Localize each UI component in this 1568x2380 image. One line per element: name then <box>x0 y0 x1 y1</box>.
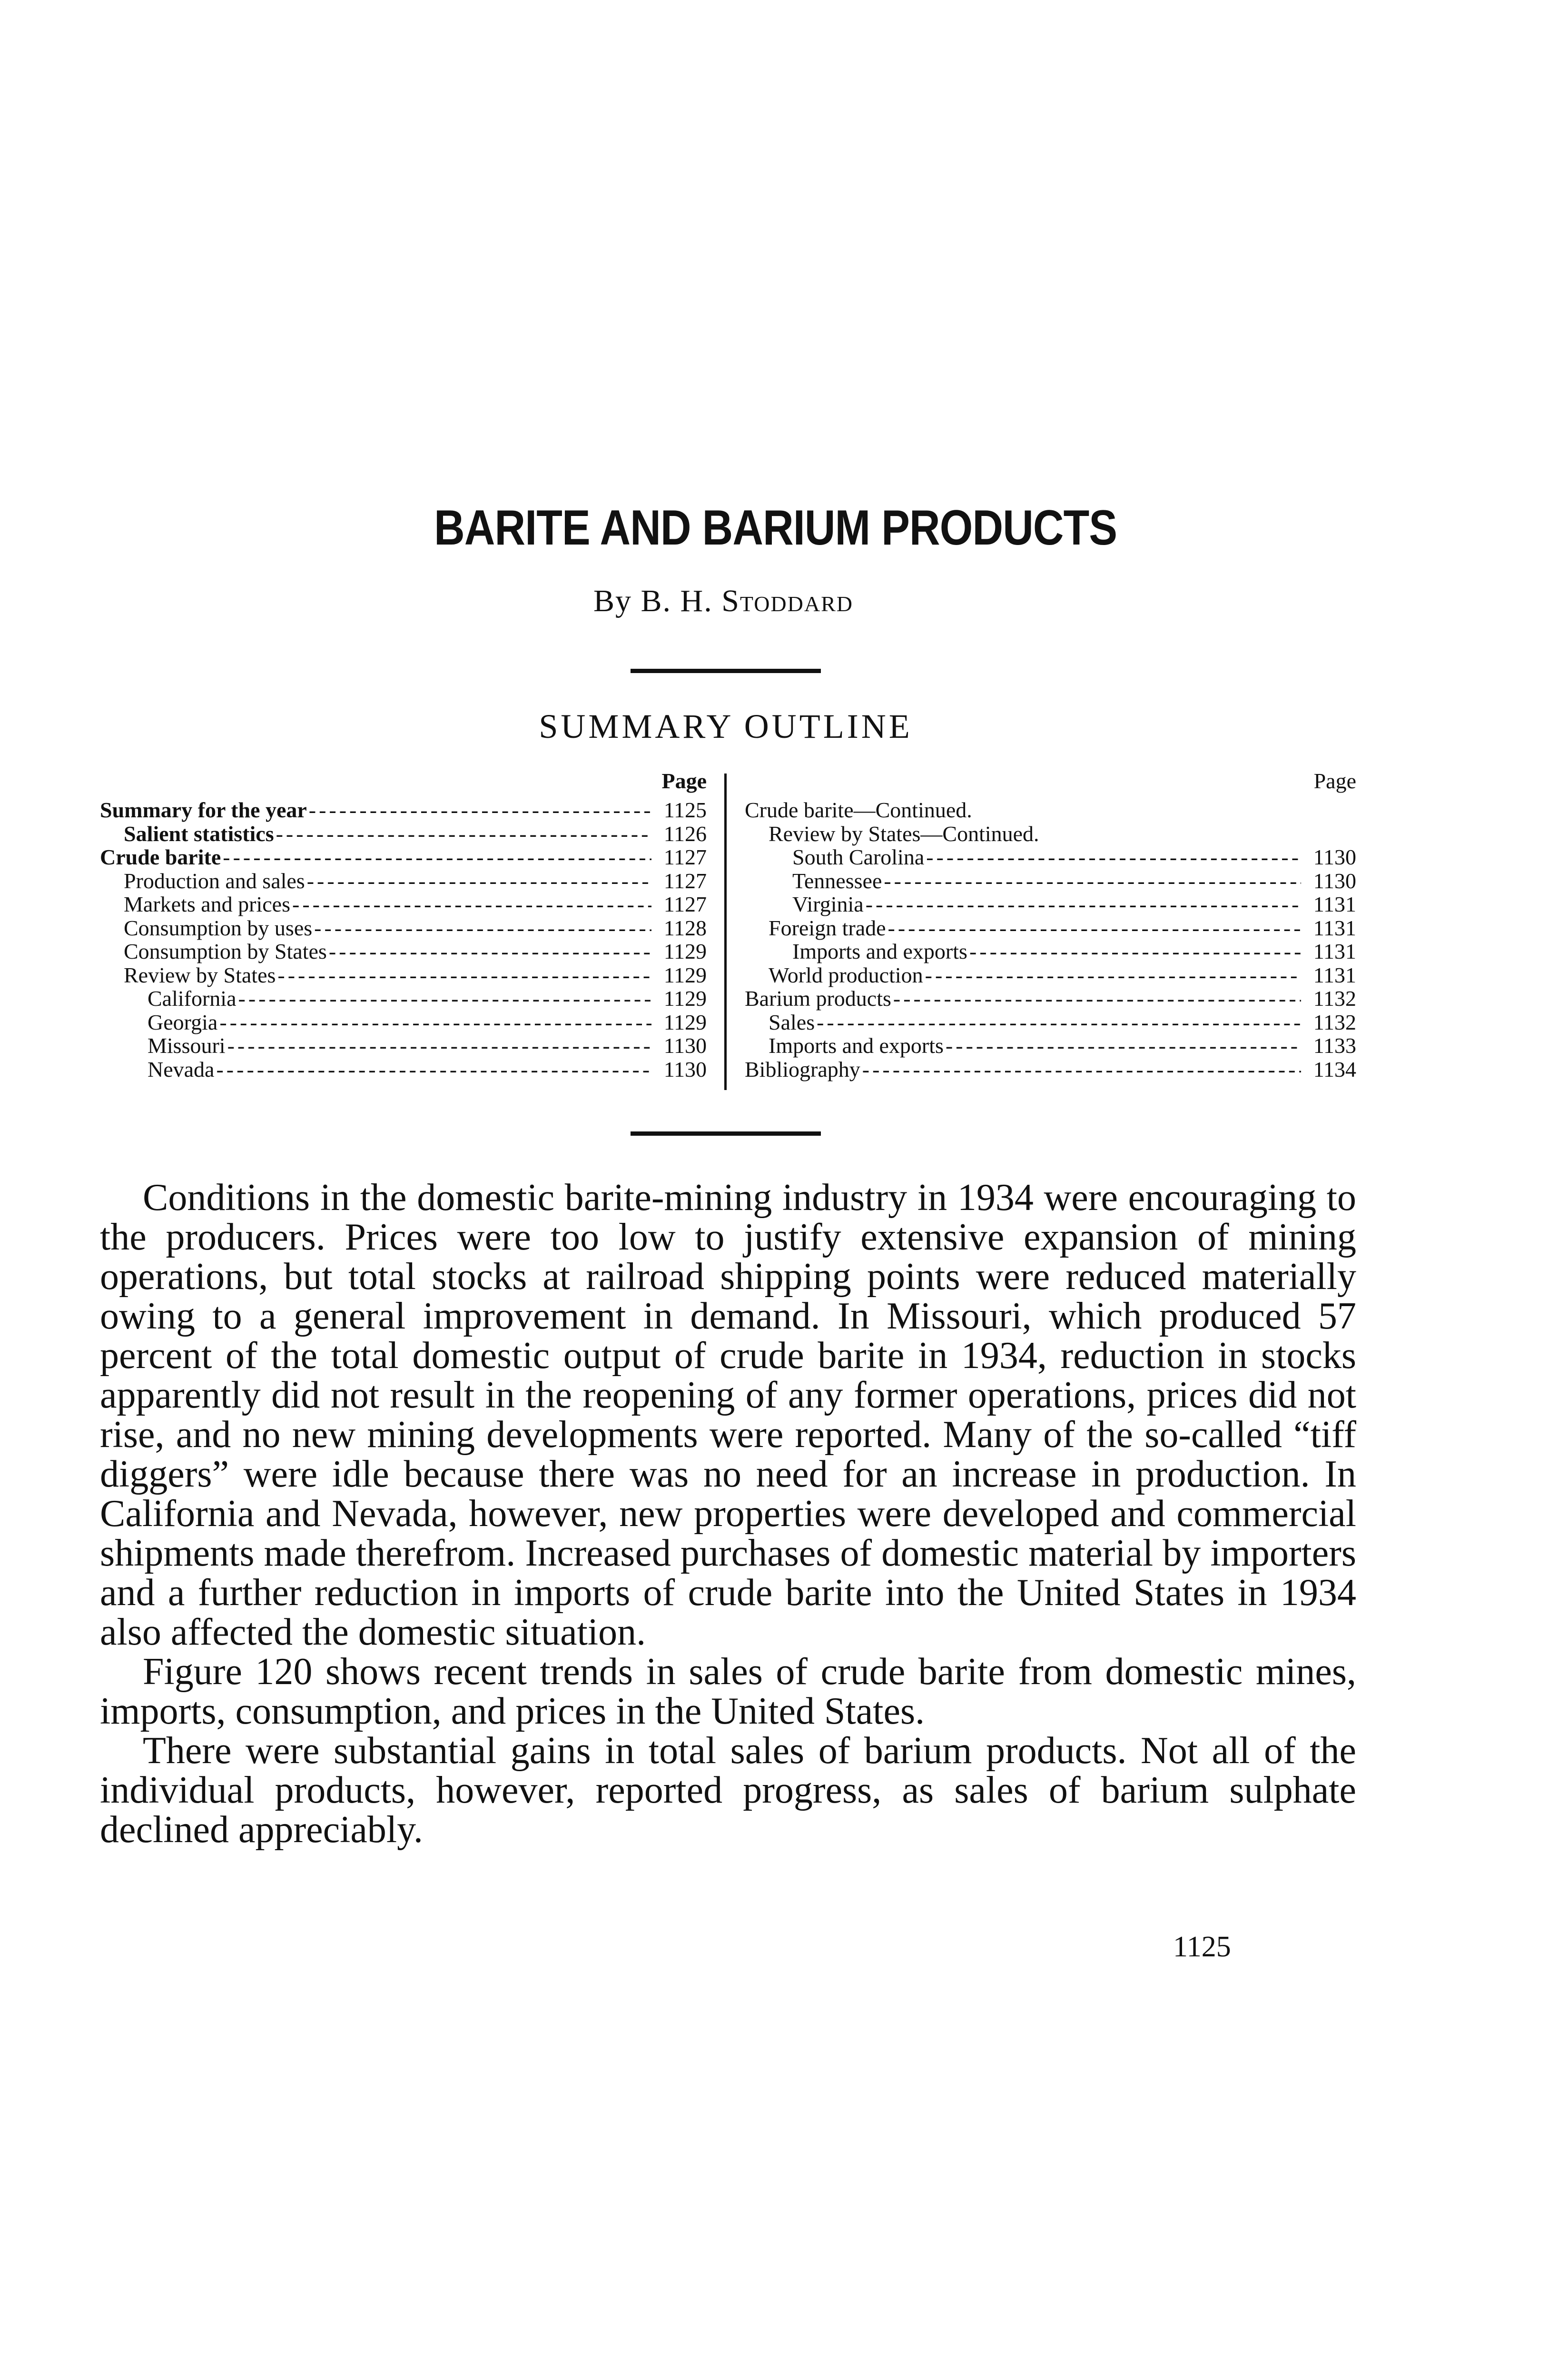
outline-entry[interactable]: Sales ----- 1132 <box>745 1011 1356 1034</box>
outline-entry[interactable]: Markets and prices ----- 1127 <box>100 892 707 916</box>
outline-entry[interactable]: Nevada ----- 1130 <box>100 1058 707 1081</box>
outline-entry[interactable]: Review by States ----- 1129 <box>100 963 707 987</box>
outline-entry[interactable]: Imports and exports ----- 1133 <box>745 1034 1356 1058</box>
outline-entry[interactable]: Bibliography ----- 1134 <box>745 1058 1356 1081</box>
outline-entry[interactable]: Georgia ----- 1129 <box>100 1011 707 1034</box>
outline-entry[interactable]: Production and sales ----- 1127 <box>100 869 707 893</box>
paragraph: Conditions in the domestic barite-mining industry in 1934 were encouraging to the producers. Prices were too low to justify extensive expansion of mining operations, but total stocks at railroad shipping points were reduced materially owing to a general improvement in demand. In Missouri, which produced 57 percent of the total domestic output of crude barite in 1934, reduction in stocks apparently did not result in the reopening of any former operations, prices did not rise, and no new mining developments were reported. Many of the so-called “tiff diggers” were idle because there was no need for an increase in production. In California and Nevada, however, new properties were developed and commercial shipments made therefrom. Increased purchases of domestic material by importers and a further reduction in imports of crude barite into the United States in 1934 also affected the domestic situation. <box>100 1177 1356 1653</box>
paragraph: There were substantial gains in total sales of barium products. Not all of the individual products, however, reported progress, as sales of barium sulphate declined appreciably. <box>100 1730 1356 1851</box>
column-divider <box>724 774 727 1090</box>
outline-entry[interactable]: Imports and exports ----- 1131 <box>745 940 1356 963</box>
paragraph: Figure 120 shows recent trends in sales of crude barite from domestic mines, imports, consumption, and prices in the United States. <box>100 1651 1356 1732</box>
outline-entry[interactable]: Consumption by uses ----- 1128 <box>100 916 707 940</box>
outline-entry[interactable]: Missouri ----- 1130 <box>100 1034 707 1058</box>
outline-entry: Review by States—Continued. <box>769 821 1039 846</box>
outline-rule <box>631 1131 821 1136</box>
byline <box>0 583 1447 619</box>
outline-entry[interactable]: World production ----- 1131 <box>745 963 1356 987</box>
outline-right-column <box>745 764 1356 1081</box>
outline-entry[interactable]: California ----- 1129 <box>100 987 707 1011</box>
title-rule <box>631 669 821 673</box>
page-column-header: Page <box>661 769 707 793</box>
outline-entry[interactable]: Summary for the year ----- 1125 <box>100 798 707 822</box>
outline-entry[interactable]: Foreign trade ----- 1131 <box>745 916 1356 940</box>
outline-entry: Crude barite—Continued. <box>745 798 972 822</box>
outline-entry[interactable]: Crude barite ----- 1127 <box>100 845 707 869</box>
outline-left-column <box>100 764 707 1081</box>
page-title: BARITE AND BARIUM PRODUCTS <box>434 500 1117 555</box>
byline-prefix: By B. H. <box>593 584 713 618</box>
outline-entry[interactable]: Tennessee ----- 1130 <box>745 869 1356 893</box>
outline-entry[interactable]: Consumption by States ----- 1129 <box>100 940 707 963</box>
author-name: Stoddard <box>721 584 853 618</box>
body-text <box>100 1178 1356 1850</box>
page-column-header: Page <box>1313 769 1356 793</box>
outline-entry[interactable]: Virginia ----- 1131 <box>745 892 1356 916</box>
page-number: 1125 <box>1173 1931 1231 1963</box>
outline-entry[interactable]: Barium products ----- 1132 <box>745 987 1356 1011</box>
outline-entry[interactable]: Salient statistics ----- 1126 <box>100 822 707 846</box>
outline-entry[interactable]: South Carolina ----- 1130 <box>745 845 1356 869</box>
outline-heading: SUMMARY OUTLINE <box>539 707 913 745</box>
